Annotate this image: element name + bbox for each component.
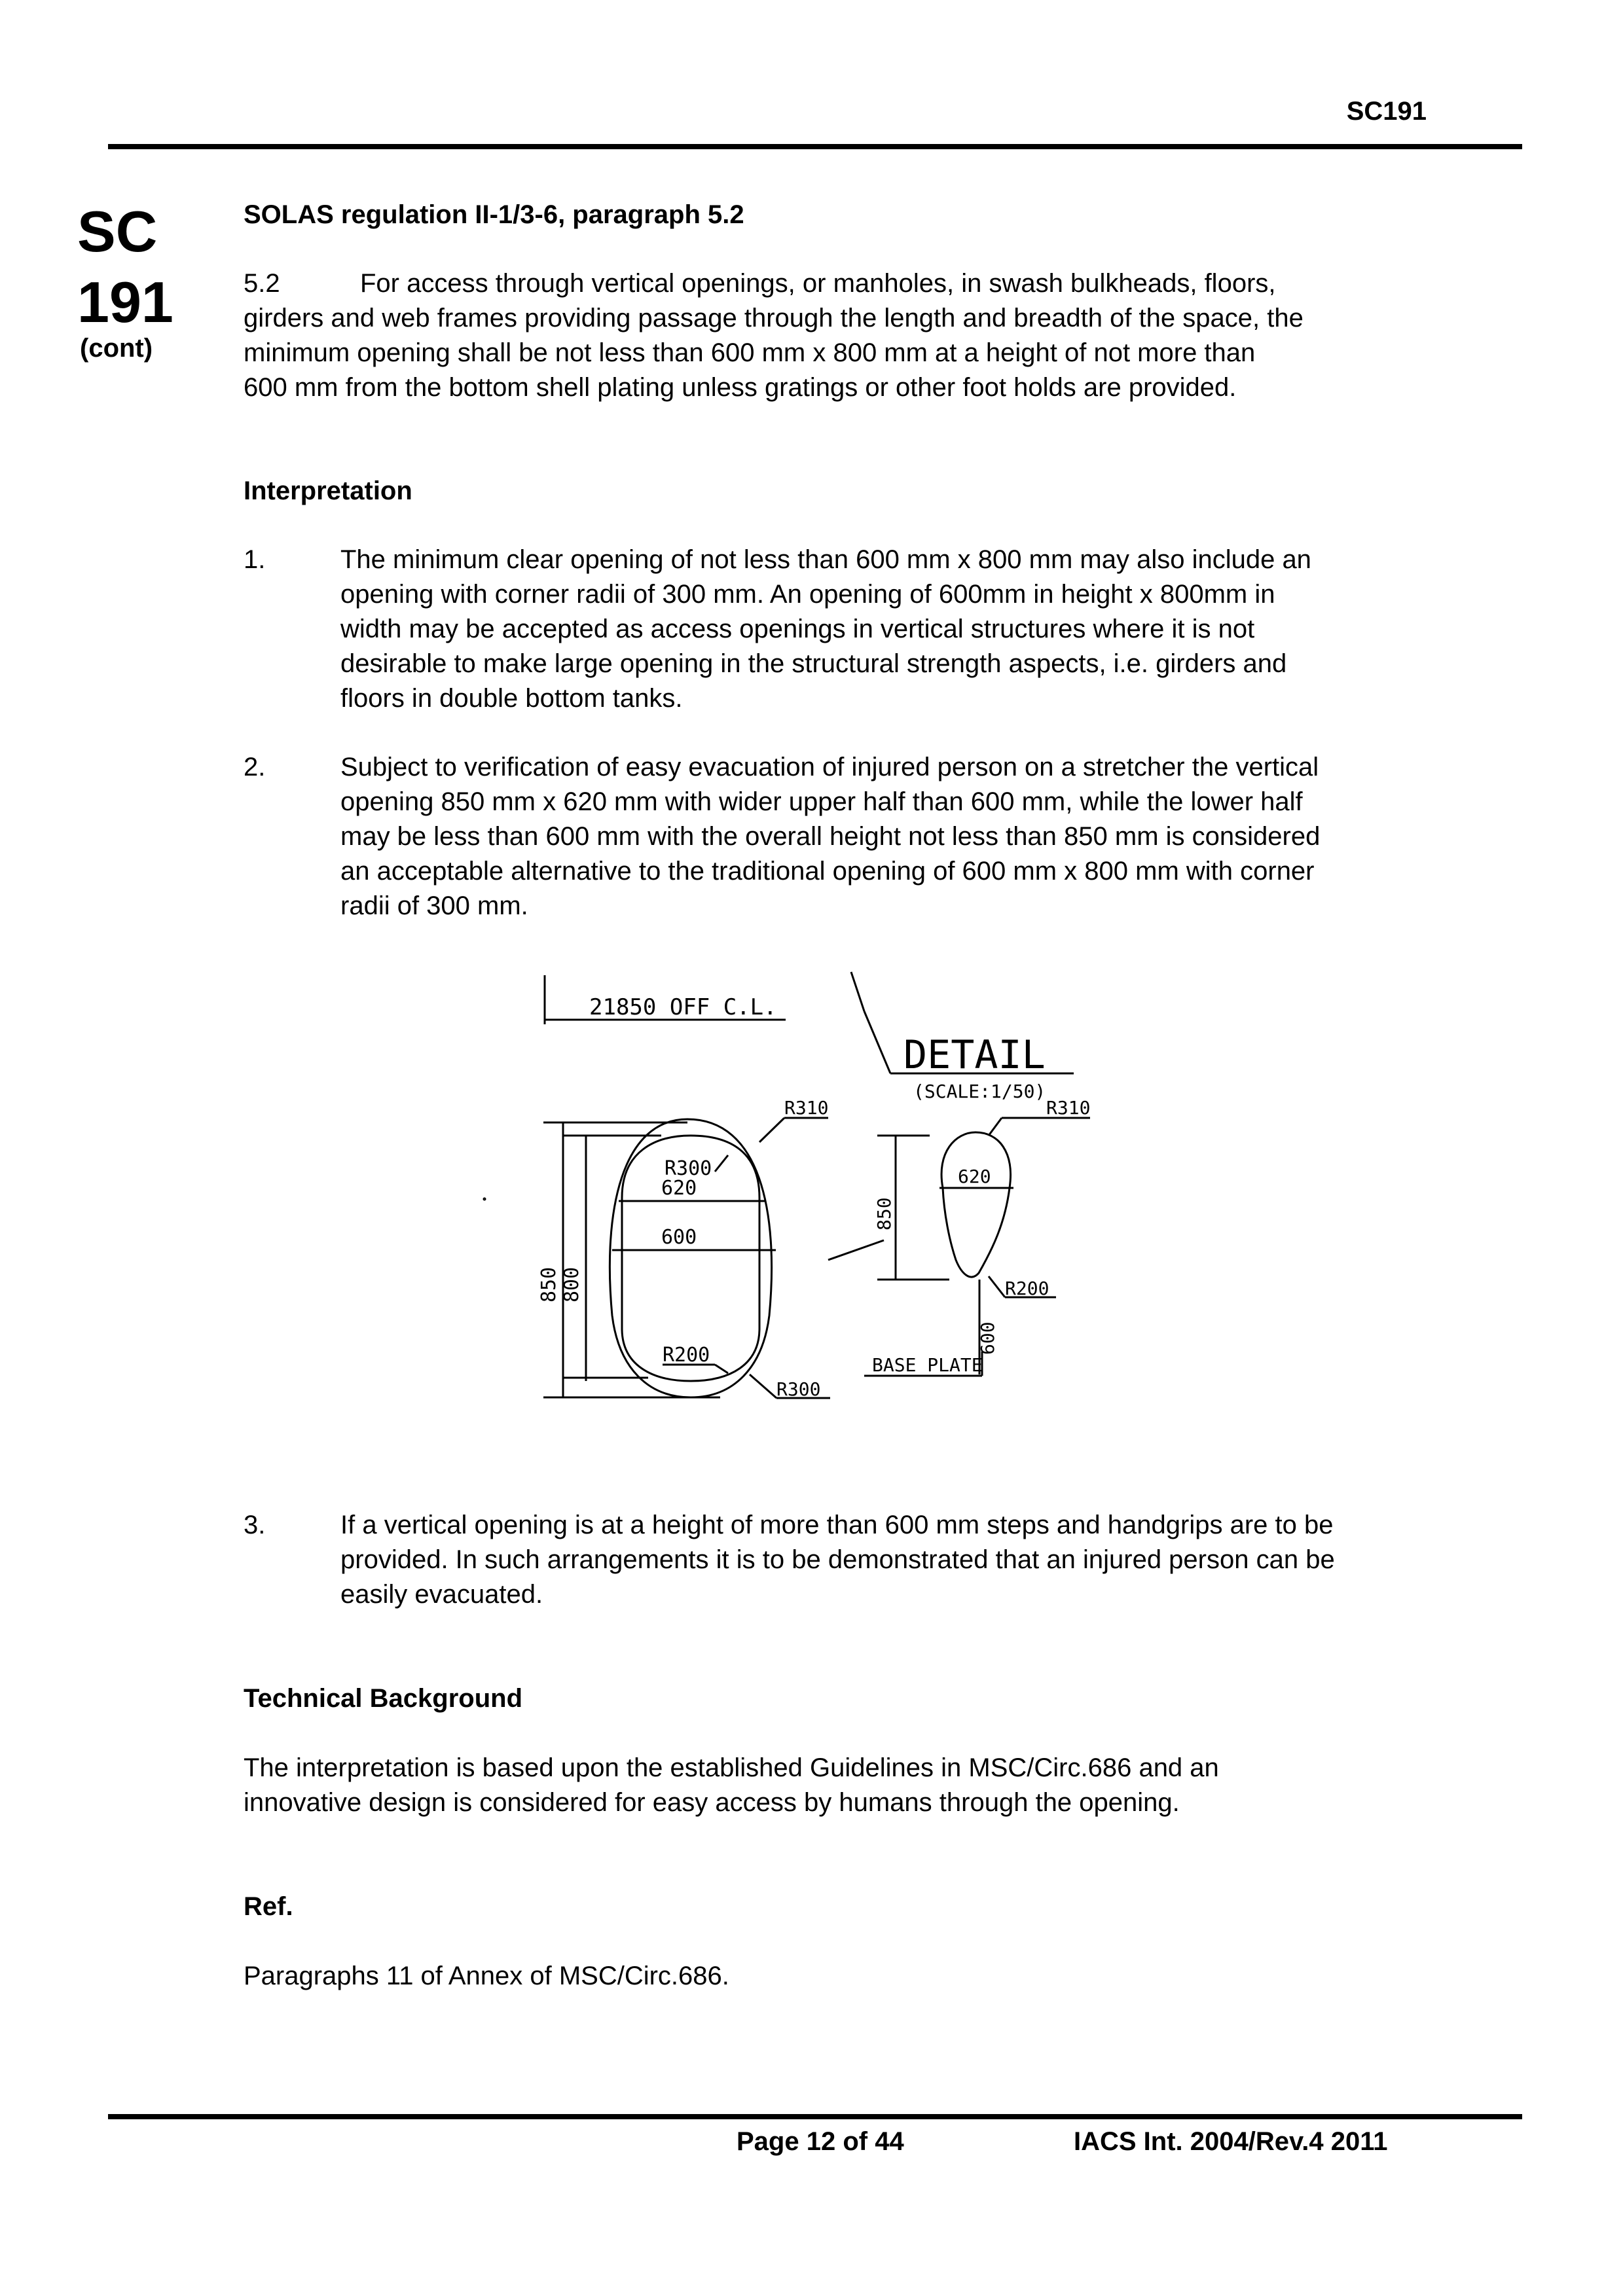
- item-text: [340, 750, 1486, 924]
- sidebar-number: 191: [77, 270, 173, 334]
- leader-line: [715, 1155, 728, 1172]
- regulation-line: girders and web frames providing passage through the length and breadth of the space, the: [244, 304, 1304, 332]
- height-850-right-label: 850: [873, 1197, 895, 1230]
- sidebar-sc: SC: [77, 199, 158, 264]
- item-line: provided. In such arrangements it is to be demonstrated that an injured person can be: [340, 1545, 1335, 1574]
- regulation-first-line: [244, 266, 1487, 301]
- item-line: desirable to make large opening in the structural strength aspects, i.e. girders and: [340, 649, 1287, 678]
- regulation-line: minimum opening shall be not less than 600 mm x 800 mm at a height of not more than: [244, 338, 1256, 367]
- footer-page-number: Page 12 of 44: [737, 2127, 904, 2156]
- leader-line: [715, 1365, 728, 1373]
- ref-title: Ref.: [244, 1892, 293, 1921]
- radius-r300-label: R300: [665, 1157, 712, 1180]
- leader-line: [989, 1118, 1002, 1136]
- sidebar-cont: (cont): [80, 334, 153, 363]
- regulation-line: 600 mm from the bottom shell plating unless gratings or other foot holds are provided.: [244, 373, 1237, 402]
- leader-line: [851, 972, 864, 1011]
- speck-mark: [484, 1198, 485, 1200]
- footer-rule: [108, 2114, 1522, 2119]
- detail-opening-outline: [941, 1132, 1010, 1277]
- footer-document-id: IACS Int. 2004/Rev.4 2011: [1074, 2127, 1388, 2156]
- item-line: opening 850 mm x 620 mm with wider upper half than 600 mm, while the lower half: [340, 787, 1303, 816]
- height-850-label: 850: [538, 1266, 560, 1302]
- technical-background-text: [244, 1751, 1487, 1820]
- item-number: 2.: [244, 753, 266, 781]
- item-line: The minimum clear opening of not less than 600 mm x 800 mm may also include an: [340, 545, 1311, 574]
- manhole-opening-drawing: [471, 962, 1159, 1420]
- leader-line: [989, 1276, 1005, 1297]
- item-text: [340, 1508, 1486, 1612]
- height-800-label: 800: [560, 1266, 583, 1302]
- item-line: If a vertical opening is at a height of more than 600 mm steps and handgrips are to be: [340, 1511, 1334, 1539]
- item-number: 3.: [244, 1511, 266, 1539]
- off-cl-label: 21850 OFF C.L.: [589, 994, 777, 1020]
- interpretation-title: Interpretation: [244, 476, 412, 505]
- radius-r300-bottom-label: R300: [776, 1378, 821, 1400]
- radius-r310-left-label: R310: [784, 1097, 829, 1119]
- leader-line: [864, 1011, 890, 1073]
- detail-title: DETAIL: [903, 1032, 1046, 1078]
- item-line: radii of 300 mm.: [340, 891, 528, 920]
- radius-r200-left-label: R200: [663, 1344, 710, 1367]
- background-line: innovative design is considered for easy access by humans through the opening.: [244, 1788, 1180, 1817]
- item-line: opening with corner radii of 300 mm. An opening of 600mm in height x 800mm in: [340, 580, 1275, 609]
- technical-background-title: Technical Background: [244, 1684, 523, 1713]
- width-620-label: 620: [661, 1177, 697, 1200]
- radius-r310-right-label: R310: [1046, 1097, 1091, 1119]
- width-620-right-label: 620: [958, 1166, 991, 1187]
- height-600-right-label: 600: [977, 1321, 998, 1355]
- width-600-label: 600: [661, 1226, 697, 1249]
- ref-text: Paragraphs 11 of Annex of MSC/Circ.686.: [244, 1962, 729, 1990]
- regulation-para-text: For access through vertical openings, or manholes, in swash bulkheads, floors,: [360, 269, 1276, 298]
- leader-line: [759, 1118, 784, 1142]
- header-code: SC191: [1346, 97, 1427, 126]
- header-rule: [108, 144, 1522, 149]
- regulation-para-number: 5.2: [244, 269, 280, 298]
- radius-r200-right-label: R200: [1005, 1278, 1049, 1299]
- detail-pointer-line: [828, 1240, 884, 1260]
- item-line: may be less than 600 mm with the overall height not less than 850 mm is considered: [340, 822, 1321, 851]
- background-line: The interpretation is based upon the established Guidelines in MSC/Circ.686 and an: [244, 1753, 1219, 1782]
- item-text: [340, 543, 1486, 716]
- item-line: Subject to verification of easy evacuation of injured person on a stretcher the vertical: [340, 753, 1319, 781]
- item-line: easily evacuated.: [340, 1580, 543, 1609]
- regulation-paragraph: [244, 266, 1487, 405]
- detail-scale: (SCALE:1/50): [913, 1081, 1046, 1102]
- item-line: width may be accepted as access openings in vertical structures where it is not: [340, 615, 1255, 643]
- item-number: 1.: [244, 545, 266, 574]
- regulation-title: SOLAS regulation II-1/3-6, paragraph 5.2: [244, 200, 744, 229]
- item-line: floors in double bottom tanks.: [340, 684, 683, 713]
- item-line: an acceptable alternative to the traditional opening of 600 mm x 800 mm with corner: [340, 857, 1315, 886]
- base-plate-label: BASE PLATE: [872, 1354, 983, 1376]
- leader-line: [750, 1374, 776, 1398]
